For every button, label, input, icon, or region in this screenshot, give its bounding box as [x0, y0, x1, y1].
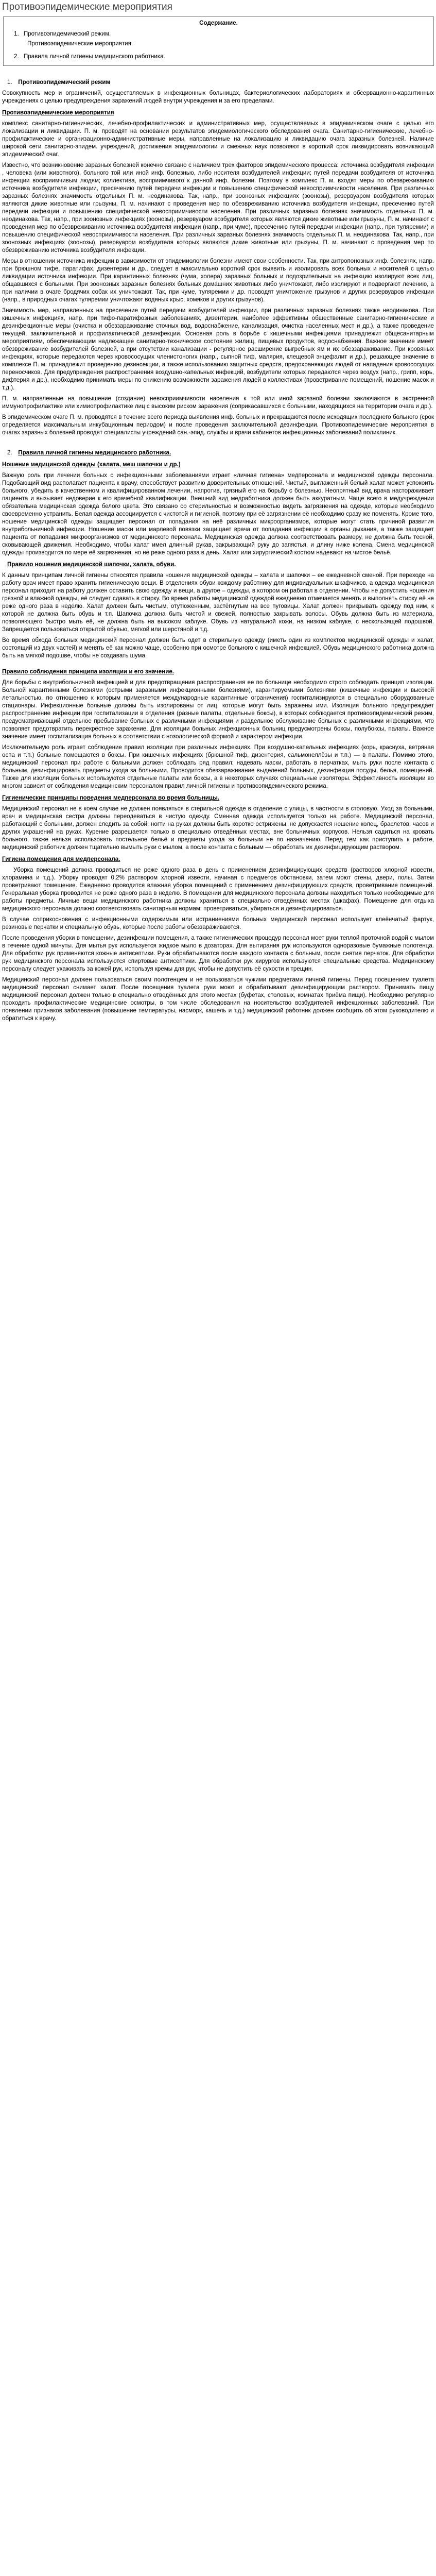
document-title: Противоэпидемические мероприятия	[2, 2, 172, 12]
room-paragraph-3: После проведения уборки в помещении, дезинфекции помещения, а также гигиенических процедур персонал моет руки теплой проточной водой с мылом в течение одной минуты. Для мытья рук используется жидкое мыло в дозаторах. Для вытирания рук используются одноразовые бумажные полотенца. Для обработки рук применяются кожные антисептики. Руки обрабатываются после каждого контакта с больным, после снятия перчаток. Для обработки рук медицинского персонала используются спиртовые антисептики. Для обработки рук хирургов используются специальные средства. Медицинскому персоналу следует ухаживать за кожей рук, используя кремы для рук, чтобы не допустить её сухости и трещин.	[2, 935, 434, 972]
wearing-paragraph-1: К данным принципам личной гигиены относятся правила ношения медицинской одежды – халата и шапочки – ее ежедневной сменой. При переходе на работу врач имеет право хранить гигиеническую вещи. В отделениях обуви кождому работнику для индивидуальных шкафчиков, а одежда медицинская персонал приходит на работу должен оставить свою одежду и вещи, а другое – одежды, в котором он работал в отделении. Чтобы не допустить ношения грязной и влажной одежды, её следует сдавать в стирку. Во время работы медицинской одеждой ежедневно отмечается менять и выполнять стирку её не реже одного раза в неделю. Халат должен быть чистым, отутюженным, застёгнутым на все пуговицы. Халат должен прикрывать одежду под ним, к которой не должна быть обувь и т.п. Шапочка должна быть чистой и свежей, полностью закрывать волосы. Обувь должна быть из материала, позволяющего быстро мыть её, не должна быть на высоком каблуке. Обувь из натуральной кожи, на низком каблуке, с нескользящей подошвой. Запрещается пользоваться открытой обувью, мягкой или шерстяной и т.д.	[2, 572, 434, 633]
clothing-paragraph: Важную роль при лечении больных с инфекционными заболеваниями играет «личная гигиена» медперсонала и медицинской одежды персонала. Подобающий вид располагает пациента к врачу, способствует развитию доверительных отношений. Чистый, выглаженный белый халат может успокоить больного, убедить в качественном и квалифицированном лечении, напротив, грязный его на борьбу с болезнью. Неопрятный вид врача настораживает пациента и вызывает недоверие к его врачебной квалификации. Внешний вид медработника должен быть аккуратным. Чаще всего в медучреждении обязательна медицинская одежда белого цвета. Это связано со стерильностью и возможностью видеть загрязнения на одежде, которые необходимо своевременно устранить. Белая одежда ассоциируется с чистотой и гигиеной, поэтому при её загрязнении её необходимо сразу же поменять. Кроме того, ношение медицинской одежды защищает персонал от попадания на неё различных микроорганизмов, которые могут стать причиной развития внутрибольничной инфекции. Ношение маски или марлевой повязки защищает врача от попадания инфекции в органы дыхания, а также защищает пациента от попадания микроорганизмов от медицинского персонала. Медицинская одежда должна соответствовать размеру, не должна быть тесной, сковывающей движения. Необходимо, чтобы халат имел длинный рукав, закрывающий руку до запястья, и длину ниже колена. Смена медицинской одежды производится по мере её загрязнения, но не реже одного раза в день. Халат или хирургический костюм надевают на чистое бельё.	[2, 472, 434, 556]
section-number: 1.	[7, 79, 12, 86]
section-number: 2.	[7, 449, 12, 456]
section-1-paragraph-5: Значимость мер, направленных на пресечение путей передачи возбудителей инфекции, при различных заразных болезнях также неодинакова. При кишечных инфекциях, напр. при тифо-паратифозных заболеваниях, дизентерии, наиболее эффективны общественные санитарно-гигиенические и дезинфекционные меры (очистка и обеззараживание сточных вод, водоснабжение, канализация, очистка населенных мест и др.), а также проведение текущей, заключительной и профилактической дезинфекции. Основная роль в борьбе с кишечными инфекциями принадлежит общесанитарным мероприятиям, обеспечивающим надлежащее санитарно-техническое состояние жилищ, пищевых продуктов, водоснабжения. Важное значение имеет обезвреживание возбудителей болезней, а при отсутствии канализации - регулярное расширение выгребных ям и их обеззараживание. При кровяных инфекциях, которые передаются через кровососущих членистоногих (напр., сыпной тиф, малярия, клещевой энцефалит и др.), решающее значение в комплексе П. м. принадлежит проведению дезинсекции, а также использованию защитных средств, предохраняющих людей от нападения кровососущих переносчиков. Для предупреждения распространения воздушно-капельных инфекций, возбудители которых передаются через воздух (напр., грипп, корь, дифтерия и др.), необходимо принимать меры по снижению возможности заражения людей в коллективах (проветривание помещений, ношение масок и т.д.).	[2, 307, 434, 391]
room-heading: Гигиена помещения для медперсонала.	[2, 856, 120, 862]
wearing-paragraph-2: Во время обхода больных медицинский персонал должен быть одет в стерильную одежду (иметь один из комплектов медицинской одежды и халат, состоящий из двух частей) и менять её как можно чаще, особенно при осмотре больного с кишечной инфекцией. Обувь медицинского работника должна быть на мягкой подошве, чтобы не создавать шума.	[2, 637, 434, 659]
section-2-heading	[2, 449, 434, 456]
table-of-contents	[3, 16, 434, 66]
measures-paragraph: комплекс санитарно-гигиенических, лечебно-профилактических и административных мер, осуществляемых в эпидемическом очаге с целью его локализации и ликвидации. П. м. проводят на основании результатов эпидемиологического обследования очага. Санитарно-гигиенические, лечебно-профилактические и организационно-административные меры, направленные на локализацию и ликвидацию очага заразных болезней. Наличие широкой сети санитарно-эпидем. учреждений, достижения эпидемиологии и смежных наук позволяют в короткий срок ликвидировать возникающий эпидемический очаг.	[2, 120, 434, 158]
isolation-heading: Правило соблюдения принципа изоляции и его значение.	[2, 668, 175, 675]
toc-item-label: Правила личной гигиены медицинского работника.	[23, 53, 165, 60]
hygiene-heading: Гигиенические принципы поведения медперсонала во время больницы.	[2, 794, 220, 801]
hygiene-paragraph: Медицинский персонал не в коем случае не должен появляться в стерильной одежде в отделение с улицы, в частности в столовую. Уход за больными, врач и медицинская сестра должны переодеваться в чистую одежду. Сменная одежда используется только на работе. Медицинский персонал, работающий с больными, должен следить за собой: ногти на руках должны быть коротко острижены, не допускается ношение колец, браслетов, часов и других украшений на руках. Курение разрешается только в специально отведённых местах, вне больничных корпусов. Нельзя садиться на кровать больного, также нельзя использовать постельное бельё и предметы ухода за больным не по назначению. Перед тем как приступить к работе, медицинский работник должен тщательно вымыть руки с мылом, а после контакта с больным — обработать их дезинфицирующим раствором.	[2, 805, 434, 851]
toc-item-label: Противоэпидемический режим.	[23, 30, 111, 37]
toc-item-3[interactable]	[9, 53, 428, 60]
isolation-paragraph-1: Для борьбы с внутрибольничной инфекцией и для предотвращения распространения ее по больнице необходимо строго соблюдать принцип изоляции. Больной карантинными болезнями (острыми заразными инфекционными болезнями), карантируемыми болезнями (кишечные инфекции и высокой летальностью, по отношению к которым применяется международные карантинные ограничения) госпитализируются в специально оборудованные стационары. Инфекционные больные должны быть изолированы от лиц, которые могут быть заражены ими. Изоляция больного предупреждает распространение инфекции при госпитализации в отделения (разные палаты, отдельные боксы), в которых соблюдается противоэпидемический режим, предусматривающий отдельное пребывание больных с различными инфекциями и раздельное обслуживание больных с различными инфекциями, что позволяет предотвратить перекрёстное заражение. Для изоляции больных инфекционных больниц предусмотрены боксы, полубоксы, палаты. Важное значение имеет госпитализация больных в соответствии с нозологической формой и характером инфекции.	[2, 679, 434, 740]
section-1-paragraph-1: Совокупность мер и ограничений, осуществляемых в инфекционных больницах, бактериологических лабораториях и обсервационно-карантинных учреждениях с целью предупреждения заражений людей внутри учреждения и за его пределами.	[2, 90, 434, 104]
room-paragraph-1: Уборка помещений должна проводиться не реже одного раза в день с применением дезинфицирующих средств (растворов хлорной извести, хлорамина и т.д.). Уборку проводят 0,2% раствором хлорной извести, начиная с предметов обстановки, затем моют стены, двери, полы. Затем проветривают помещение. Ежедневно проводится влажная уборка помещений с применением дезинфицирующих средств, проветривание помещений. Генеральная уборка проводится не реже одного раза в неделю. В помещении для медицинского персонала должны находиться только необходимые для работы предметы. Личные вещи медицинского работника должны храниться в специально отведённых местах (шкафах). Помещение для отдыха медицинского персонала должно соответствовать санитарным нормам: проветриваться, убираться и дезинфицироваться.	[2, 867, 434, 912]
room-paragraph-4: Медицинский персонал должен пользоваться своим полотенцем и не пользоваться чужими предметами личной гигиены. Перед посещением туалета медицинский персонал снимает халат. После посещения туалета руки моют и обрабатывают дезинфицирующим раствором. Принимать пищу медицинский персонал должен только в специально отведённых для этого местах (буфетах, столовых, комнатах приёма пищи). Необходимо регулярно проходить профилактические медицинские осмотры, в том числе обследования на носительство возбудителей инфекционных заболеваний. При появлении признаков заболевания (повышение температуры, насморк, кашель и т.д.) медицинский работник должен сообщить об этом руководителю и обратиться к врачу.	[2, 976, 434, 1022]
section-title: Противоэпидемический режим	[18, 79, 111, 86]
toc-heading: Содержание.	[199, 20, 238, 26]
section-1-paragraph-4: Меры в отношении источника инфекции в зависимости от эпидемиологии болезни имеют свои особенности. Так, при антропонозных инф. болезнях, напр. при брюшном тифе, паратифах, дизентерии и др., следует в максимально короткий срок выявить и изолировать всех больных и носителей с целью ликвидации источника инфекции. При карантинных болезнях (чума, холера) заразных больных и подозрительных на инфекцию изолируют всех лиц, общавшихся с больными. При зоонозных заразных болезнях больных домашних животных либо уничтожают, либо изолируют и подвергают лечению, а при наличии в очаге бродячих собак их уничтожают. Так, при чуме, туляремии и др. проводят уничтожение грызунов и других резервуаров инфекции (напр., в природных очагах туляремии уничтожают водяных крыс, хомяков и других грызунов).	[2, 258, 434, 303]
measures-heading: Противоэпидемические мероприятия	[2, 109, 114, 116]
section-1-paragraph-3: Известно, что возникновение заразных болезней конечно связано с наличием трех факторов эпидемического процесса: источника возбудителя инфекции , человека (или животного), больного той или иной инф. болезнью, либо носителя возбудителей инфекции; путей передачи возбудителя от источника инфекции восприимчивым людям; коллектива, восприимчивого к данной инф. болезни. Поэтому в комплекс П. м. входят меры по обезвреживанию источника возбудителя инфекции, пресечению путей передачи инфекции и повышению специфической невосприимчивости населения. При различных заразных болезнях значимость отдельных П. м. неодинакова. Так, напр., при зоонозных инфекциях (зоонозы), резервуаром возбудителя которых являются дикие животные или грызуны, П. м. начинают с проведения мер по обезвреживанию источника возбудителя инфекции, пресечению путей передачи инфекции и повышению специфической невосприимчивости населения. При различных заразных болезнях значимость отдельных П. м. неодинакова. Так, напр., при зоонозных инфекциях (зоонозы), резервуаром возбудителя которых являются дикие животные или грызуны, П. м. начинают с проведения мер по обезвреживанию источника возбудителя инфекции (напр., при чуме), пресечению путей передачи инфекции (напр., при туляремии) и повышению специфической невосприимчивости населения. При различных заразных болезнях значимость отдельных П. м. неодинакова. Так, напр., при зоонозных инфекциях (зоонозы), резервуаром возбудителя которых являются дикие животные или грызуны, П. м. начинают с проведения мер по обезвреживанию источника возбудителя инфекции.	[2, 162, 434, 253]
section-1-paragraph-7: В эпидемическом очаге П. м. проводятся в течение всего периода выявления инф. больных и прекращаются после исходящих последнего больного (срок определяется максимальным инкубационным периодом) и после проведения заключительной дезинфекции. Противоэпидемические мероприятия в очагах заразных болезней проводят специалисты учреждений сан.-эпид. службы и врачи кабинетов инфекционных заболеваний поликлиник.	[2, 414, 434, 436]
toc-item-num: 2.	[14, 53, 19, 60]
toc-item-1[interactable]	[9, 30, 428, 38]
section-title: Правила личной гигиены медицинского работника.	[18, 449, 171, 456]
section-1-heading	[2, 78, 434, 86]
room-paragraph-2: В случае соприкосновения с инфекционными содержимым или истраниениями больных медицинский персонал использует клеёнчатый фартук, резиновые перчатки и специальную обувь, которые после работы обеззараживаются.	[2, 916, 434, 930]
toc-item-2[interactable]	[13, 40, 428, 47]
isolation-paragraph-2: Исключительную роль играет соблюдение правил изоляции при различных инфекциях. При воздушно-капельных инфекциях (корь, краснуха, ветряная оспа и т.п.) больные помещаются в боксы. При кишечных инфекциях (брюшной тиф, дизентерия, сальмонеллёзы и т.п.) — в палаты. Помимо этого, медицинский персонал при работе с больными должен соблюдать ряд правил: надевать маски, работать в перчатках, мыть руки после контакта с больным, дезинфицировать предметы ухода за больными. Проводится обеззараживание выделений больных, дезинфекция посуды, белья, помещений. Также для изоляции больных используются отдельные палаты или боксы, а в некоторых случаях специальные изоляторы. Эффективность изоляции во многом зависит от соблюдения медицинским персоналом правил личной гигиены и противоэпидемического режима.	[2, 744, 434, 789]
wearing-heading: Правило ношения медицинской шапочки, халата, обуви.	[7, 561, 176, 568]
toc-item-num: 1.	[14, 30, 19, 37]
clothing-heading: Ношение медицинской одежды (халата, меш шапочки и др.)	[2, 461, 181, 468]
section-1-paragraph-6: П. м. направленные на повышение (создание) невосприимчивости населения к той или иной заразной болезни заключаются в экстренной иммунопрофилактике или химиопрофилактике лиц с высоким риском заражения (соприкасавшихся с больными, находящихся на территории очага и др.).	[2, 395, 434, 410]
document-page	[0, 0, 436, 1022]
toc-item-label: Противоэпидемические мероприятия.	[27, 40, 133, 47]
